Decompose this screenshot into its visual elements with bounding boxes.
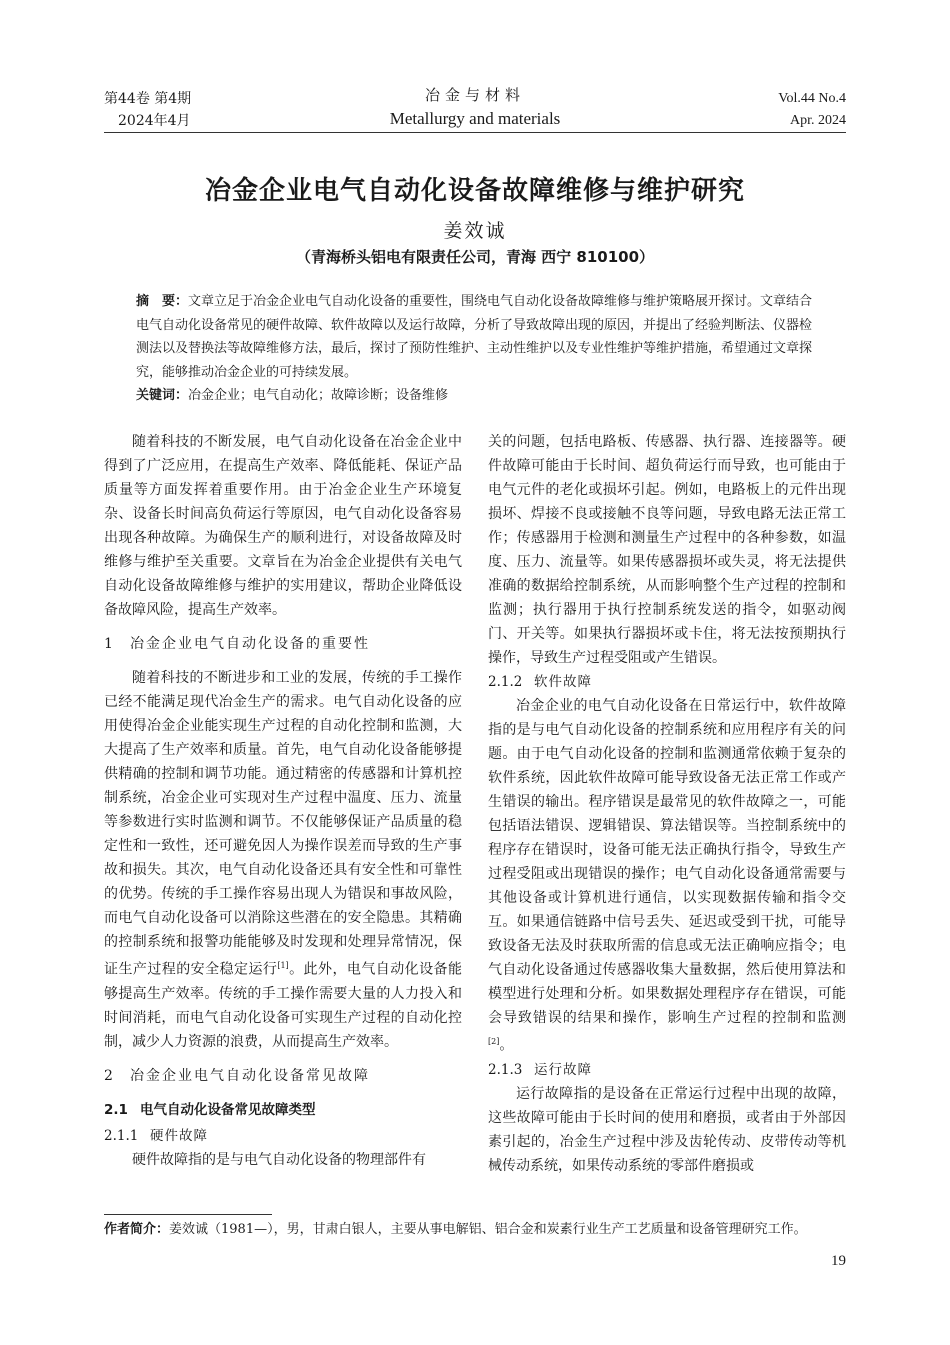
section-2-1-1-heading xyxy=(104,1124,462,1148)
date-cn: 2024年4月 xyxy=(118,113,191,129)
abstract-label: 摘 要： xyxy=(136,294,189,309)
section-1-heading xyxy=(104,632,462,656)
author-footnote xyxy=(104,1219,807,1241)
section-2-title: 冶金企业电气自动化设备常见故障 xyxy=(130,1067,370,1084)
date-en: Apr. 2024 xyxy=(790,113,846,128)
section-2-1-1-paragraph-start: 硬件故障指的是与电气自动化设备的物理部件有 xyxy=(132,1151,426,1168)
section-2-1-3-number: 2.1.3 xyxy=(488,1061,523,1078)
section-2-number: 2 xyxy=(104,1067,113,1084)
footnote-text: 姜效诚（1981—），男，甘肃白银人，主要从事电解铝、铝合金和炭素行业生产工艺质量和设备管理研究工作。 xyxy=(169,1222,807,1237)
section-2-1-2-text-a: 冶金企业的电气自动化设备在日常运行中，软件故障指的是与电气自动化设备的控制系统和应用程序有关的问题。由于电气自动化设备的控制和监测通常依赖于复杂的软件系统，因此软件故障可能导致设备无法正常工作或产生错误的输出。程序错误是最常见的软件故障之一，可能包括语法错误、逻辑错误、算法错误等。当控制系统中的程序存在错误时，设备可能无法正确执行指令，导致生产过程受阻或出现错误的操作；电气自动化设备通常需要与其他设备或计算机进行通信，以实现数据传输和指令交互。如果通信链路中信号丢失、延迟或受到干扰，可能导致设备无法及时获取所需的信息或无法正确响应指令；电气自动化设备通过传感器收集大量数据，然后使用算法和模型进行处理和分析。如果数据处理程序存在错误，可能会导致错误的结果和操作，影响生产过程的控制和监测 xyxy=(488,698,846,1026)
intro-paragraph: 随着科技的不断发展，电气自动化设备在冶金企业中得到了广泛应用，在提高生产效率、降低能耗、保证产品质量等方面发挥着重要作用。由于冶金企业生产环境复杂、设备长时间高负荷运行等原因，电气自动化设备容易出现各种故障。为确保生产的顺利进行，对设备故障及时维修与维护至关重要。文章旨在为冶金企业提供有关电气自动化设备故障维修与维护的实用建议，帮助企业降低设备故障风险，提高生产效率。 xyxy=(104,434,462,618)
header-right xyxy=(778,88,846,132)
section-2-1-2-number: 2.1.2 xyxy=(488,674,523,690)
section-1-paragraph xyxy=(104,666,462,1054)
section-2-1-3-title: 运行故障 xyxy=(534,1061,592,1078)
section-2-1-title: 电气自动化设备常见故障类型 xyxy=(140,1101,316,1118)
section-2-1-heading xyxy=(104,1098,462,1122)
section-2-1-number: 2.1 xyxy=(104,1101,128,1118)
keywords-label: 关键词： xyxy=(136,388,189,403)
volume-issue-en: Vol.44 No.4 xyxy=(778,91,846,106)
section-2-1-1-number: 2.1.1 xyxy=(104,1127,139,1144)
citation-2: [2] xyxy=(488,1037,500,1046)
article-title: 冶金企业电气自动化设备故障维修与维护研究 xyxy=(204,176,745,206)
header-rule xyxy=(104,132,846,133)
page-number: 19 xyxy=(831,1253,846,1269)
abstract-text: 文章立足于冶金企业电气自动化设备的重要性，围绕电气自动化设备故障维修与维护策略展开探讨。文章结合电气自动化设备常见的硬件故障、软件故障以及运行故障，分析了导致故障出现的原因，并提出了经验判断法、仪器检测法以及替换法等故障维修方法，最后，探讨了预防性维护、主动性维护以及专业性维护等维护措施，希望通过文章探究，能够推动冶金企业的可持续发展。 xyxy=(136,294,813,380)
section-2-heading xyxy=(104,1064,462,1088)
citation-1: [1] xyxy=(277,961,289,970)
section-1-title: 冶金企业电气自动化设备的重要性 xyxy=(130,636,370,652)
article-author: 姜效诚 xyxy=(443,220,507,242)
section-2-1-2-text-b: 。 xyxy=(499,1037,514,1054)
footnote-label: 作者简介： xyxy=(104,1222,170,1237)
section-2-1-1-title: 硬件故障 xyxy=(150,1127,208,1144)
volume-issue-cn: 第44卷 第4期 xyxy=(104,91,192,107)
journal-name-cn: 冶金与材料 xyxy=(424,86,525,104)
abstract xyxy=(136,290,820,384)
column-right xyxy=(488,430,846,1178)
section-2-1-2-heading xyxy=(488,670,846,694)
keywords-text: 冶金企业；电气自动化；故障诊断；设备维修 xyxy=(188,388,449,403)
section-2-1-2-paragraph xyxy=(488,694,846,1058)
footnote-rule xyxy=(104,1214,272,1215)
section-1-text-b: 。此外，电气自动化设备能够提高生产效率。传统的手工操作需要大量的人力投入和时间消耗，而电气自动化设备可实现生产过程的自动化控制，减少人力资源的浪费，从而提高生产效率。 xyxy=(104,961,462,1050)
section-1-number: 1 xyxy=(104,636,113,652)
journal-name-en: Metallurgy and materials xyxy=(389,109,561,128)
section-2-1-2-title: 软件故障 xyxy=(534,674,592,690)
abstract-block xyxy=(136,290,820,408)
section-2-1-1-paragraph-cont: 关的问题，包括电路板、传感器、执行器、连接器等。硬件故障可能由于长时间、超负荷运行而导致，也可能由于电气元件的老化或损坏引起。例如，电路板上的元件出现损坏、焊接不良或接触不良等问题，导致电路无法正常工作；传感器用于检测和测量生产过程中的各种参数，如温度、压力、流量等。如果传感器损坏或失灵，将无法提供准确的数据给控制系统，从而影响整个生产过程的控制和监测；执行器用于执行控制系统发送的指令，如驱动阀门、开关等。如果执行器损坏或卡住，将无法按预期执行操作，导致生产过程受阻或产生错误。 xyxy=(488,434,846,666)
section-2-1-3-heading xyxy=(488,1058,846,1082)
article-affiliation: （青海桥头铝电有限责任公司，青海 西宁 810100） xyxy=(295,248,655,266)
section-2-1-3-paragraph: 运行故障指的是设备在正常运行过程中出现的故障，这些故障可能由于长时间的使用和磨损，或者由于外部因素引起的，冶金生产过程中涉及齿轮传动、皮带传动等机械传动系统，如果传动系统的零部件磨损或 xyxy=(488,1085,846,1174)
keywords xyxy=(136,384,820,408)
section-1-text-a: 随着科技的不断进步和工业的发展，传统的手工操作已经不能满足现代冶金生产的需求。电气自动化设备的应用使得冶金企业能实现生产过程的自动化控制和监测，大大提高了生产效率和质量。首先，电气自动化设备能够提供精确的控制和调节功能。通过精密的传感器和计算机控制系统，冶金企业可实现对生产过程中温度、压力、流量等参数进行实时监测和调节。不仅能够保证产品质量的稳定性和一致性，还可避免因人为操作误差而导致的生产事故和损失。其次，电气自动化设备还具有安全性和可靠性的优势。传统的手工操作容易出现人为错误和事故风险，而电气自动化设备可以消除这些潜在的安全隐患。其精确的控制系统和报警功能能够及时发现和处理异常情况，保证生产过程的安全稳定运行 xyxy=(104,670,462,978)
column-left xyxy=(104,430,462,1172)
